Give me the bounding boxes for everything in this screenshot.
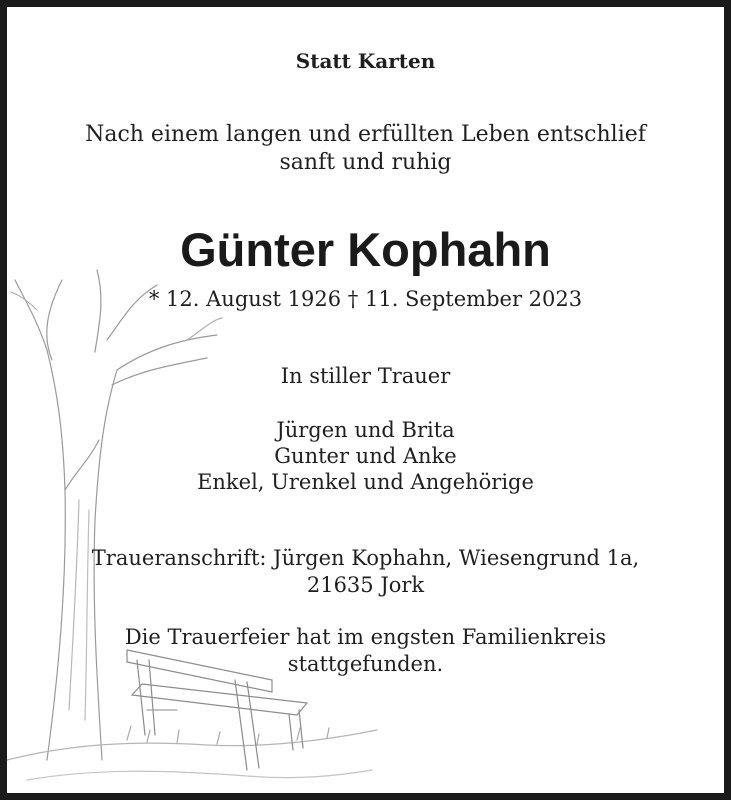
life-dates: * 12. August 1926 † 11. September 2023 — [148, 287, 583, 311]
address-line-1: Traueranschrift: Jürgen Kophahn, Wiesengrund 1a, — [91, 546, 640, 570]
intro-line-2: sanft und ruhig — [279, 150, 452, 175]
funeral-note-line-2: stattgefunden. — [287, 652, 444, 676]
funeral-note-line-1: Die Trauerfeier hat im engsten Familienkreis — [124, 625, 607, 649]
deceased-name: Günter Kophahn — [180, 223, 551, 276]
intro-line-1: Nach einem langen und erfüllten Leben entschlief — [85, 122, 646, 147]
mourner-name: Enkel, Urenkel und Angehörige — [197, 470, 534, 494]
mourning-heading: In stiller Trauer — [280, 364, 451, 388]
mourner-name: Jürgen und Brita — [276, 418, 455, 442]
address-line-2: 21635 Jork — [306, 573, 425, 597]
heading-statt-karten: Statt Karten — [295, 49, 436, 73]
mourner-name: Gunter und Anke — [274, 444, 457, 468]
